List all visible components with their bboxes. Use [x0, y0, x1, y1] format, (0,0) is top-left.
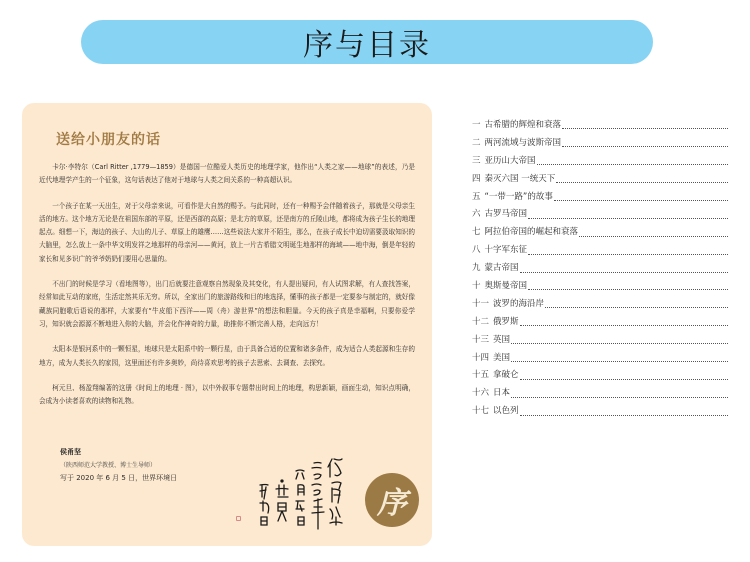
toc-chapter-number: 二 [472, 137, 481, 148]
toc-chapter-number: 十六 [472, 388, 490, 399]
dotted-leader [545, 301, 728, 308]
toc-chapter-title: 亚历山大帝国 [484, 155, 536, 166]
toc-item[interactable] [472, 333, 728, 351]
dotted-leader [554, 194, 728, 201]
toc-chapter-title: 日本 [493, 388, 511, 399]
toc-item[interactable] [472, 243, 728, 261]
toc-chapter-number: 十二 [472, 316, 490, 327]
toc-item[interactable] [472, 190, 728, 208]
preface-paragraph: 柯元旦、杨盈翔编著的这册《时间上的地理 · 图》，以中外叙事专题带出时间上的地理，构思新颖，画面生动，知识点明确，会成为小读者喜欢的读物和礼物。 [39, 383, 415, 406]
toc-item[interactable] [472, 207, 728, 225]
dotted-leader [562, 140, 728, 147]
toc-chapter-title: 十字军东征 [484, 245, 528, 256]
toc-item[interactable] [472, 225, 728, 243]
toc-chapter-number: 四 [472, 173, 481, 184]
author-name: 侯甬坚 [60, 448, 81, 456]
preface-seal-badge [365, 473, 419, 527]
toc-chapter-number: 九 [472, 263, 481, 274]
toc-chapter-title: 秦灭六国 一统天下 [484, 173, 556, 184]
written-date: 写于 2020 年 6 月 5 日，世界环境日 [60, 474, 178, 482]
toc-chapter-title: “一带一路”的故事 [484, 191, 553, 202]
toc-chapter-number: 七 [472, 227, 481, 238]
dotted-leader [528, 283, 728, 290]
toc-chapter-title: 以色列 [493, 406, 519, 417]
toc-item[interactable] [472, 136, 728, 154]
toc-chapter-title: 蒙古帝国 [484, 263, 519, 274]
preface-body [39, 161, 415, 420]
toc-chapter-title: 阿拉伯帝国的崛起和衰落 [484, 227, 579, 238]
toc-chapter-title: 古希腊的辉煌和衰落 [484, 120, 562, 130]
toc-item[interactable] [472, 154, 728, 172]
toc-item[interactable] [472, 351, 728, 369]
dotted-leader [520, 409, 728, 416]
toc-item[interactable] [472, 386, 728, 404]
toc-chapter-number: 十七 [472, 406, 490, 417]
dotted-leader [556, 176, 728, 183]
table-of-contents [472, 118, 728, 422]
preface-paragraph: 太阳本是银河系中的一颗恒星，地球只是太阳系中的一颗行星，由于具备合适的位置和诸多条件，成为适合人类起源和生存的地方，成为人类长久的家园，这里面还有许多奥妙，尚待喜欢思考的孩子去思索、去调查、去探究。 [39, 345, 415, 367]
toc-chapter-title: 俄罗斯 [493, 316, 519, 327]
toc-item[interactable] [472, 404, 728, 422]
title-banner [81, 20, 653, 64]
toc-chapter-title: 奥斯曼帝国 [484, 281, 528, 292]
author-title: （陕西师范大学教授、博士生导师） [60, 462, 157, 469]
toc-chapter-number: 八 [472, 245, 481, 256]
toc-chapter-number: 三 [472, 155, 481, 166]
toc-chapter-title: 美国 [493, 352, 511, 363]
dotted-leader [511, 391, 728, 398]
toc-chapter-number: 十三 [472, 334, 490, 345]
preface-paragraph: 不出门的时候是学习（看地图等），出门后就要注意观察自然现象及其变化，有人提出疑问，有人试图求解，有人查找答案，经常如此互动的家庭，生活定然其乐无穷。所以，全家出门的旅游路线和目的地选择，懂事的孩子都是一定要参与制定的，就好像藏族同胞歌后语说的那样，大家要有“牛皮船下西洋——周（舟）游世界”的想法和胆量。今天的孩子真是幸福啊，只要你爱学习，知识就会源源不断地进入你的大脑，并会化作神奇的力量，助推你不断完善人格，走向远方！ [39, 280, 415, 328]
toc-chapter-number: 六 [472, 209, 481, 220]
toc-chapter-title: 两河流域与波斯帝国 [484, 137, 562, 148]
toc-chapter-number: 十一 [472, 298, 490, 309]
toc-item[interactable] [472, 279, 728, 297]
toc-item[interactable] [472, 368, 728, 386]
dotted-leader [537, 158, 728, 165]
dotted-leader [579, 230, 728, 237]
dotted-leader [520, 266, 728, 273]
toc-item[interactable] [472, 261, 728, 279]
seal-character: 序 [377, 486, 407, 521]
signature-block [60, 446, 177, 485]
preface-paragraph: 一个孩子在某一天出生，对于父母亲来说，可看作是大自然的赐予。与此同时，还有一种赐予会伴随着孩子，那就是父母亲生活的地方。这个地方无论是在祖国东部的平原，还是西部的高原；是北方的草原，还是南方的丘陵山地，都将成为孩子生长的地理起点。细想一下，海边的孩子、大山的儿子、草原上的雄鹰……这些说法大家并不陌生，那么，在孩子成长中迫切需要汲取知识的大脑里，怎么放上一条中华文明发祥之地那样的母亲河——黄河，放上一片古希腊文明诞生地那样的海域——地中海，倒是年轻的家长和见多识广的爷爷奶奶们要用心思量的。 [39, 201, 415, 263]
toc-chapter-number: 十四 [472, 352, 490, 363]
preface-heading: 送给小朋友的话 [56, 132, 161, 148]
dotted-leader [520, 373, 728, 380]
dotted-leader [528, 212, 728, 219]
calligraphy-signature-icon [248, 455, 348, 533]
toc-item[interactable] [472, 172, 728, 190]
red-seal-stamp-icon [236, 516, 241, 521]
dotted-leader [528, 248, 728, 255]
dotted-leader [511, 355, 728, 362]
toc-item[interactable] [472, 315, 728, 333]
toc-chapter-number: 十五 [472, 370, 490, 381]
toc-chapter-number: 十 [472, 281, 481, 292]
toc-chapter-number: 一 [472, 120, 481, 130]
dotted-leader [511, 337, 728, 344]
page-title: 序与目录 [303, 28, 431, 63]
dotted-leader [562, 122, 728, 129]
toc-chapter-number: 五 [472, 191, 481, 202]
toc-chapter-title: 英国 [493, 334, 511, 345]
toc-chapter-title: 波罗的海沿岸 [493, 298, 545, 309]
preface-card [22, 103, 432, 546]
toc-item[interactable] [472, 118, 728, 136]
toc-item[interactable] [472, 297, 728, 315]
toc-chapter-title: 拿破仑 [493, 370, 519, 381]
preface-paragraph: 卡尔·李特尔（Carl Ritter ,1779—1859）是德国一位酷爱人类历史的地理学家，他作出“人类之家——地球”的表述，乃是近代地理学产生的一个征象，这句话表达了他对于地球与人类之间关系的一种高超认识。 [39, 163, 415, 185]
toc-chapter-title: 古罗马帝国 [484, 209, 528, 220]
dotted-leader [520, 319, 728, 326]
